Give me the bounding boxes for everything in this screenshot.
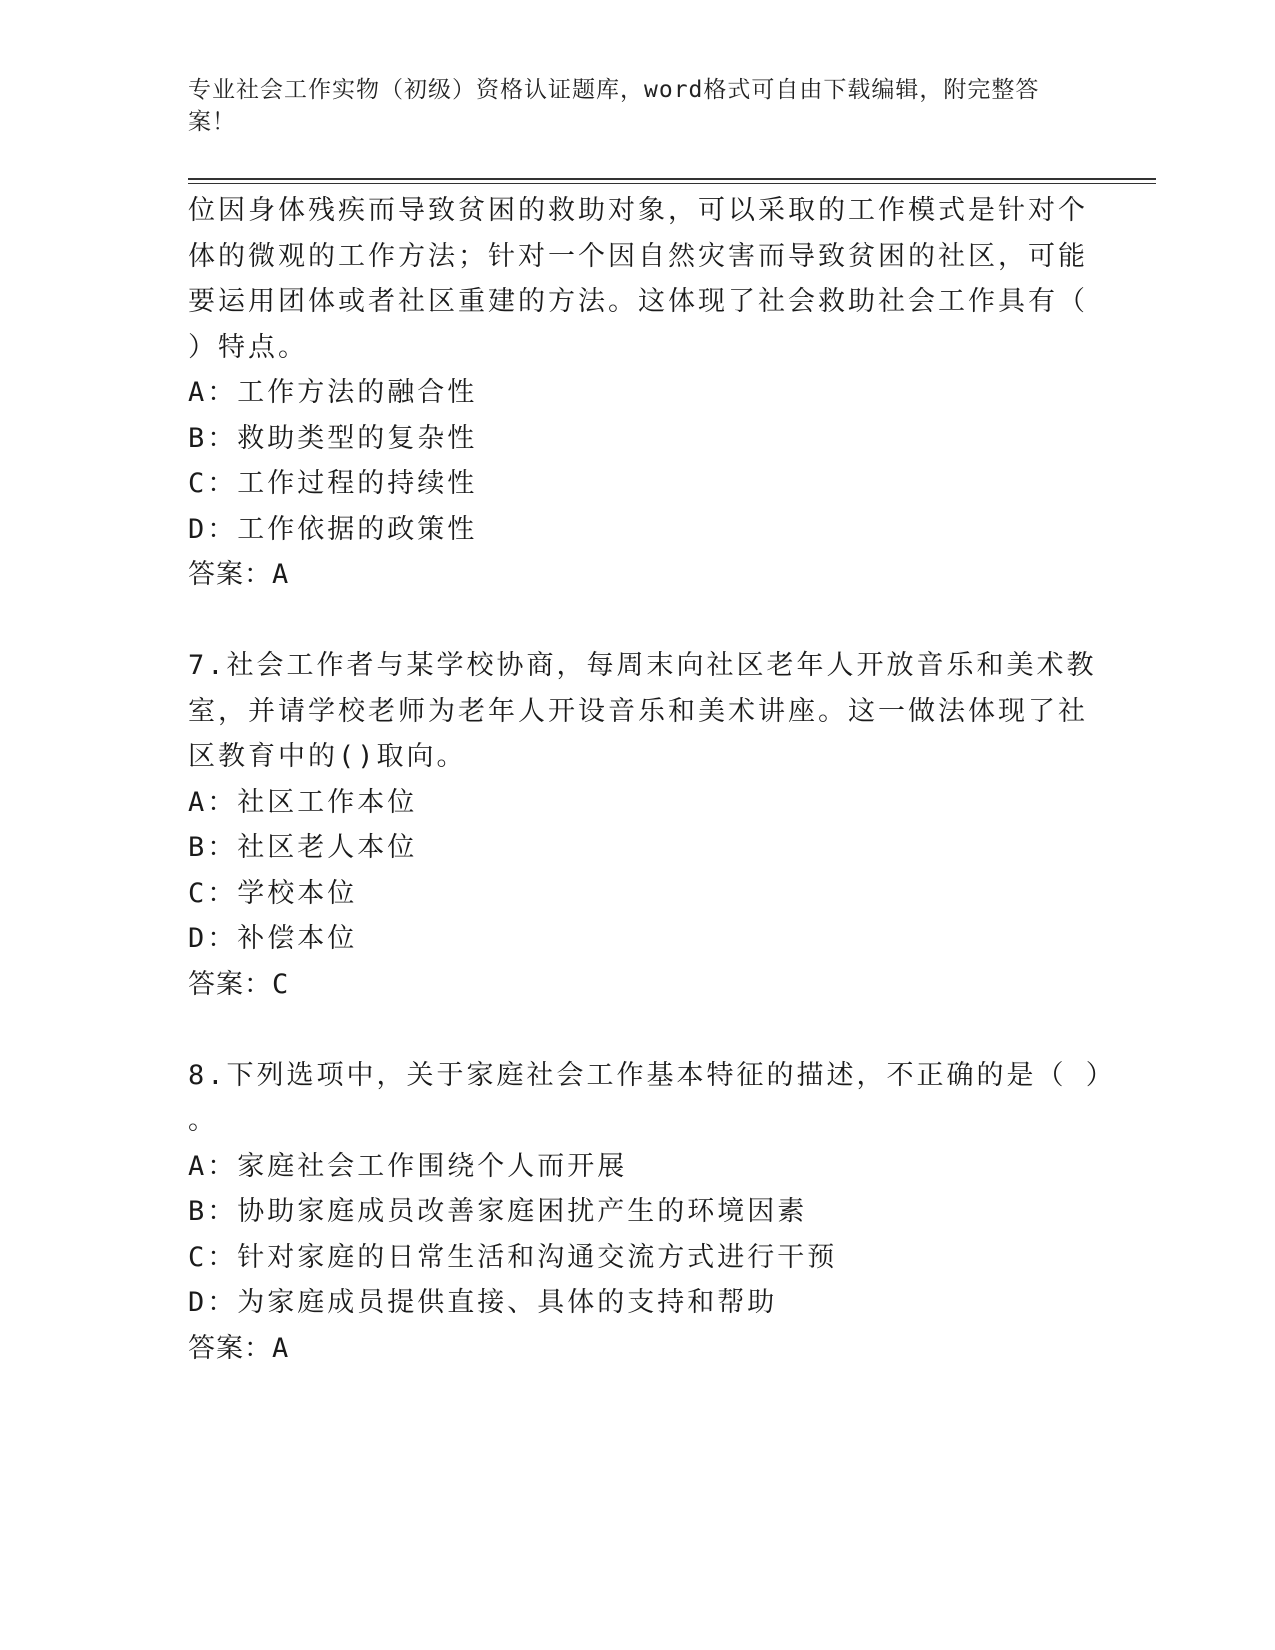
option-b: B：社区老人本位 (188, 832, 418, 863)
question-7 (188, 643, 1097, 1007)
document-body (188, 188, 1116, 1371)
option-b: B：救助类型的复杂性 (188, 422, 478, 454)
header-line-2: 案！ (188, 109, 236, 135)
question-8 (188, 1053, 1116, 1372)
option-b: B：协助家庭成员改善家庭困扰产生的环境因素 (188, 1196, 808, 1227)
question-stem-line: 室，并请学校老师为老年人开设音乐和美术讲座。这一做法体现了社 (188, 695, 1088, 727)
question-6 (188, 188, 1088, 598)
spacer (188, 1007, 1068, 1053)
question-stem-line: 体的微观的工作方法；针对一个因自然灾害而导致贫困的社区，可能 (188, 240, 1088, 272)
question-stem-line: 7.社会工作者与某学校协商，每周末向社区老年人开放音乐和美术教 (188, 650, 1097, 681)
option-a: A：家庭社会工作围绕个人而开展 (188, 1150, 628, 1182)
answer-line: 答案：A (188, 559, 290, 590)
question-stem-line: 8.下列选项中，关于家庭社会工作基本特征的描述，不正确的是（ ） (188, 1059, 1116, 1091)
option-c: C：学校本位 (188, 877, 358, 909)
option-c: C：针对家庭的日常生活和沟通交流方式进行干预 (188, 1241, 838, 1273)
header-line-1: 专业社会工作实物（初级）资格认证题库，word格式可自由下载编辑，附完整答 (188, 77, 1040, 103)
answer-line: 答案：A (188, 1332, 290, 1364)
option-d: D：工作依据的政策性 (188, 513, 478, 545)
page-header (188, 74, 1068, 138)
header-rule-thick (188, 178, 1156, 180)
question-stem-line: 要运用团体或者社区重建的方法。这体现了社会救助社会工作具有（ (188, 286, 1088, 317)
option-d: D：补偿本位 (188, 923, 358, 954)
option-d: D：为家庭成员提供直接、具体的支持和帮助 (188, 1287, 778, 1318)
question-stem-line: ）特点。 (188, 331, 308, 363)
option-c: C：工作过程的持续性 (188, 468, 478, 499)
header-rule-thin (188, 183, 1156, 184)
question-stem-line: 位因身体残疾而导致贫困的救助对象，可以采取的工作模式是针对个 (188, 195, 1088, 226)
answer-line: 答案：C (188, 968, 290, 1000)
option-a: A：工作方法的融合性 (188, 377, 478, 408)
question-stem-line: 。 (188, 1105, 218, 1136)
spacer (188, 598, 1068, 644)
question-stem-line: 区教育中的()取向。 (188, 741, 467, 772)
option-a: A：社区工作本位 (188, 786, 418, 818)
